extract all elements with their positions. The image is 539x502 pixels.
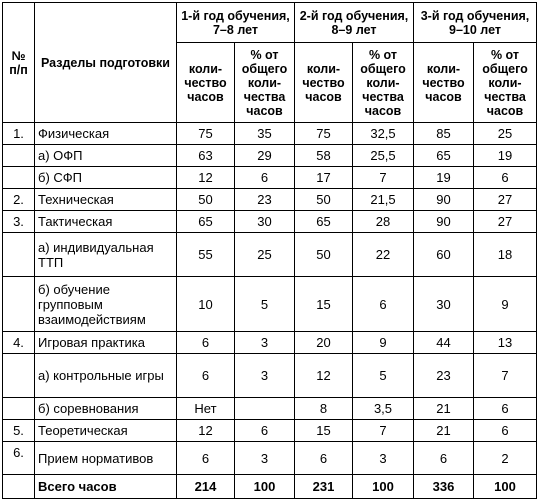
row-value-cell: 58 (295, 145, 353, 167)
row-value-cell: 90 (414, 211, 474, 233)
row-value-cell: 21 (414, 420, 474, 442)
total-value-cell: 100 (474, 475, 537, 499)
row-value-cell: 6 (235, 167, 295, 189)
total-num-cell (3, 475, 35, 499)
row-value-cell: 22 (353, 233, 414, 277)
row-value-cell: 50 (295, 233, 353, 277)
row-value-cell (235, 398, 295, 420)
row-value-cell: 7 (353, 167, 414, 189)
row-value-cell: 6 (177, 442, 235, 475)
row-value-cell: 44 (414, 332, 474, 354)
row-value-cell: 3 (235, 332, 295, 354)
row-value-cell: 7 (474, 354, 537, 398)
header-percent-1: % от общего коли-чества часов (235, 43, 295, 123)
row-value-cell: 63 (177, 145, 235, 167)
table-row (3, 332, 537, 354)
row-value-cell: 25 (235, 233, 295, 277)
row-number: 2. (3, 189, 35, 211)
row-value-cell: 5 (353, 354, 414, 398)
row-value-cell: 23 (235, 189, 295, 211)
table-row (3, 123, 537, 145)
row-value-cell: 25,5 (353, 145, 414, 167)
row-value-cell: 3 (235, 354, 295, 398)
row-number (3, 277, 35, 332)
row-section-name: Тактическая (35, 211, 177, 233)
row-value-cell: 10 (177, 277, 235, 332)
row-value-cell: 85 (414, 123, 474, 145)
training-plan-table (2, 2, 537, 499)
header-num: № п/п (3, 3, 35, 123)
row-value-cell: 12 (177, 420, 235, 442)
row-number (3, 145, 35, 167)
table-row (3, 420, 537, 442)
table-row (3, 145, 537, 167)
row-value-cell: 23 (414, 354, 474, 398)
row-value-cell: 19 (414, 167, 474, 189)
total-value-cell: 100 (353, 475, 414, 499)
row-value-cell: 35 (235, 123, 295, 145)
row-value-cell: 15 (295, 420, 353, 442)
row-section-name: а) ОФП (35, 145, 177, 167)
row-value-cell: 75 (295, 123, 353, 145)
total-value-cell: 231 (295, 475, 353, 499)
row-value-cell: 15 (295, 277, 353, 332)
row-section-name: Теоретическая (35, 420, 177, 442)
row-value-cell: 12 (177, 167, 235, 189)
row-section-name: а) контрольные игры (35, 354, 177, 398)
table-row (3, 211, 537, 233)
header-percent-3: % от общего коли-чества часов (474, 43, 537, 123)
header-percent-2: % от общего коли-чества часов (353, 43, 414, 123)
row-number (3, 398, 35, 420)
row-section-name: а) индивидуальная ТТП (35, 233, 177, 277)
row-value-cell: 2 (474, 442, 537, 475)
total-value-cell: 214 (177, 475, 235, 499)
row-value-cell: 9 (474, 277, 537, 332)
row-value-cell: 27 (474, 189, 537, 211)
header-year-3: 3-й год обучения, 9–10 лет (414, 3, 537, 43)
header-year-1: 1-й год обучения, 7–8 лет (177, 3, 295, 43)
row-value-cell: 21 (414, 398, 474, 420)
total-value-cell: 336 (414, 475, 474, 499)
header-year-2: 2-й год обучения, 8–9 лет (295, 3, 414, 43)
table-row (3, 189, 537, 211)
row-value-cell: 3,5 (353, 398, 414, 420)
row-value-cell: 3 (353, 442, 414, 475)
total-value-cell: 100 (235, 475, 295, 499)
row-value-cell: 13 (474, 332, 537, 354)
row-value-cell: 6 (353, 277, 414, 332)
row-value-cell: 6 (177, 332, 235, 354)
row-value-cell: 65 (414, 145, 474, 167)
row-value-cell: 27 (474, 211, 537, 233)
row-number (3, 167, 35, 189)
row-section-name: б) соревнования (35, 398, 177, 420)
row-section-name: Прием нормативов (35, 442, 177, 475)
row-value-cell: 65 (295, 211, 353, 233)
row-value-cell: 60 (414, 233, 474, 277)
row-section-name: Игровая практика (35, 332, 177, 354)
total-row (3, 475, 537, 499)
row-value-cell: 6 (474, 167, 537, 189)
row-value-cell: 20 (295, 332, 353, 354)
row-value-cell: 6 (295, 442, 353, 475)
table-row (3, 398, 537, 420)
row-number: 4. (3, 332, 35, 354)
row-value-cell: 29 (235, 145, 295, 167)
row-value-cell: 5 (235, 277, 295, 332)
row-value-cell: 7 (353, 420, 414, 442)
row-value-cell: 32,5 (353, 123, 414, 145)
table-row (3, 167, 537, 189)
row-value-cell: 30 (235, 211, 295, 233)
row-value-cell: 8 (295, 398, 353, 420)
row-value-cell: 17 (295, 167, 353, 189)
row-number: 1. (3, 123, 35, 145)
row-value-cell: Нет (177, 398, 235, 420)
row-value-cell: 6 (474, 420, 537, 442)
row-value-cell: 65 (177, 211, 235, 233)
row-value-cell: 6 (474, 398, 537, 420)
row-section-name: б) обучение групповым взаимодействиям (35, 277, 177, 332)
total-label: Всего часов (35, 475, 177, 499)
table-row (3, 277, 537, 332)
row-value-cell: 21,5 (353, 189, 414, 211)
row-value-cell: 9 (353, 332, 414, 354)
row-value-cell: 28 (353, 211, 414, 233)
header-hours-3: коли-чество часов (414, 43, 474, 123)
table-row (3, 442, 537, 475)
row-section-name: Техническая (35, 189, 177, 211)
header-hours-2: коли-чество часов (295, 43, 353, 123)
row-value-cell: 18 (474, 233, 537, 277)
table-row (3, 233, 537, 277)
row-number (3, 233, 35, 277)
row-number (3, 354, 35, 398)
row-value-cell: 6 (235, 420, 295, 442)
row-value-cell: 50 (295, 189, 353, 211)
row-number: 3. (3, 211, 35, 233)
header-hours-1: коли-чество часов (177, 43, 235, 123)
row-value-cell: 25 (474, 123, 537, 145)
table-row (3, 354, 537, 398)
header-section: Разделы подготовки (35, 3, 177, 123)
row-value-cell: 90 (414, 189, 474, 211)
row-section-name: Физическая (35, 123, 177, 145)
row-value-cell: 6 (177, 354, 235, 398)
row-section-name: б) СФП (35, 167, 177, 189)
row-value-cell: 12 (295, 354, 353, 398)
row-value-cell: 3 (235, 442, 295, 475)
row-value-cell: 6 (414, 442, 474, 475)
row-value-cell: 30 (414, 277, 474, 332)
row-value-cell: 55 (177, 233, 235, 277)
row-value-cell: 19 (474, 145, 537, 167)
row-value-cell: 75 (177, 123, 235, 145)
row-number: 5. (3, 420, 35, 442)
row-number: 6. (3, 442, 35, 475)
row-value-cell: 50 (177, 189, 235, 211)
